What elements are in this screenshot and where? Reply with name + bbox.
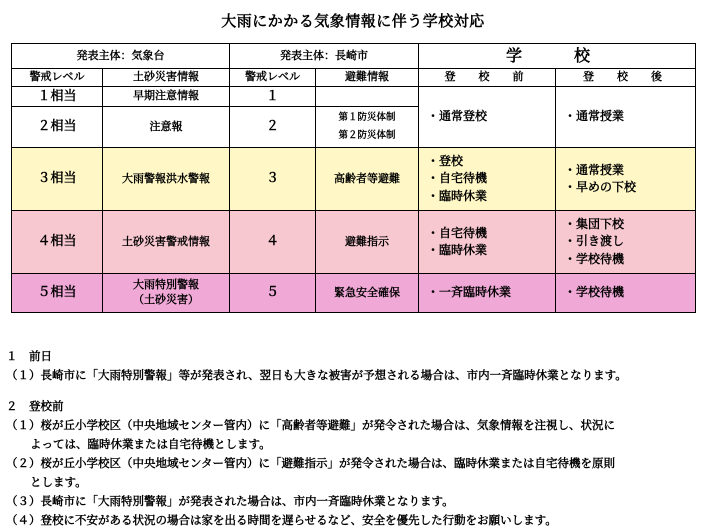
action-item: ・学校待機: [564, 285, 625, 300]
evac-info-line: 第１防災体制: [338, 111, 396, 123]
table-row-level5: [12, 274, 696, 313]
section-heading: ２ 登校前: [6, 399, 64, 413]
header-school: 学 校: [419, 44, 696, 69]
col-after-school: 登 校 後: [556, 69, 696, 87]
action-item: ・学校待機: [564, 251, 625, 266]
action-item: ・登校: [427, 153, 464, 168]
city-level: ３: [230, 148, 316, 211]
col-level-kishodai: 警戒レベル: [12, 69, 103, 87]
info-label: 土砂災害警戒情報: [103, 211, 230, 274]
page-title: 大雨にかかる気象情報に伴う学校対応: [221, 12, 485, 30]
info-label: [103, 274, 230, 313]
level-label: ３相当: [12, 148, 103, 211]
action-item: ・早めの下校: [564, 180, 637, 194]
table-row-level3: [12, 148, 696, 211]
note-item-continued: とします。: [30, 475, 87, 489]
action-item: ・自宅待機: [427, 225, 488, 240]
action-item: ・自宅待機: [427, 171, 488, 186]
info-label-line: （土砂災害）: [133, 293, 199, 306]
table-row-level4: [12, 211, 696, 274]
note-item: （１）桜が丘小学校区（中央地域センター管内）に「高齢者等避難」が発令された場合は、気象情報を注視し、状況に: [6, 418, 616, 432]
evac-info: 高齢者等避難: [316, 148, 419, 211]
col-level-city: 警戒レベル: [230, 69, 316, 87]
info-label-line: 大雨特別警報: [133, 278, 199, 292]
evac-info: [316, 107, 419, 148]
evac-info-line: 第２防災体制: [338, 130, 396, 141]
action-item: ・一斉臨時休業: [427, 285, 512, 300]
school-response-table: [11, 43, 696, 313]
info-label: 注意報: [103, 107, 230, 148]
section-heading: １ 前日: [6, 349, 52, 363]
city-level: ５: [230, 274, 316, 313]
evac-info: [316, 87, 419, 107]
info-label: 早期注意情報: [103, 87, 230, 107]
evac-info: 避難指示: [316, 211, 419, 274]
before-levels12: ・通常登校: [419, 87, 556, 148]
after-actions: [556, 148, 696, 211]
level-label: ５相当: [12, 274, 103, 313]
city-level: １: [230, 87, 316, 107]
col-sediment-info: 土砂災害情報: [103, 69, 230, 87]
before-actions: [419, 148, 556, 211]
after-actions: [556, 274, 696, 313]
level-label: ４相当: [12, 211, 103, 274]
note-item-continued: よっては、臨時休業または自宅待機とします。: [30, 437, 271, 451]
action-item: ・集団下校: [564, 216, 625, 231]
note-item: （２）桜が丘小学校区（中央地域センター管内）に「避難指示」が発令された場合は、臨時休業または自宅待機を原則: [6, 456, 616, 470]
after-levels12: ・通常授業: [556, 87, 696, 148]
note-item: （４）登校に不安がある状況の場合は家を出る時間を遅らせるなど、安全を優先した行動をお願いします。: [6, 513, 557, 527]
action-item: ・引き渡し: [564, 234, 625, 249]
header-kishodai: 発表主体：気象台: [12, 44, 230, 69]
before-actions: [419, 211, 556, 274]
header-nagasaki: 発表主体：長崎市: [230, 44, 419, 69]
note-item: （１）長崎市に「大雨特別警報」等が発表され、翌日も大きな被害が予想される場合は、市内一斉臨時休業となります。: [6, 368, 627, 382]
notes-section-1: [6, 347, 702, 385]
city-level: ２: [230, 107, 316, 148]
after-actions: [556, 211, 696, 274]
level-label: ２相当: [12, 107, 103, 148]
action-item: ・臨時休業: [427, 188, 488, 203]
table-row-level1: [12, 87, 696, 107]
note-item: （３）長崎市に「大雨特別警報」が発表された場合は、市内一斉臨時休業となります。: [6, 494, 454, 508]
notes-section-2: [6, 397, 702, 530]
action-item: ・臨時休業: [427, 243, 488, 257]
action-item: ・通常授業: [564, 162, 625, 177]
evac-info: 緊急安全確保: [316, 274, 419, 313]
col-before-school: 登 校 前: [419, 69, 556, 87]
info-label: 大雨警報洪水警報: [103, 148, 230, 211]
before-actions: [419, 274, 556, 313]
level-label: １相当: [12, 87, 103, 107]
col-evacuation-info: 避難情報: [316, 69, 419, 87]
city-level: ４: [230, 211, 316, 274]
